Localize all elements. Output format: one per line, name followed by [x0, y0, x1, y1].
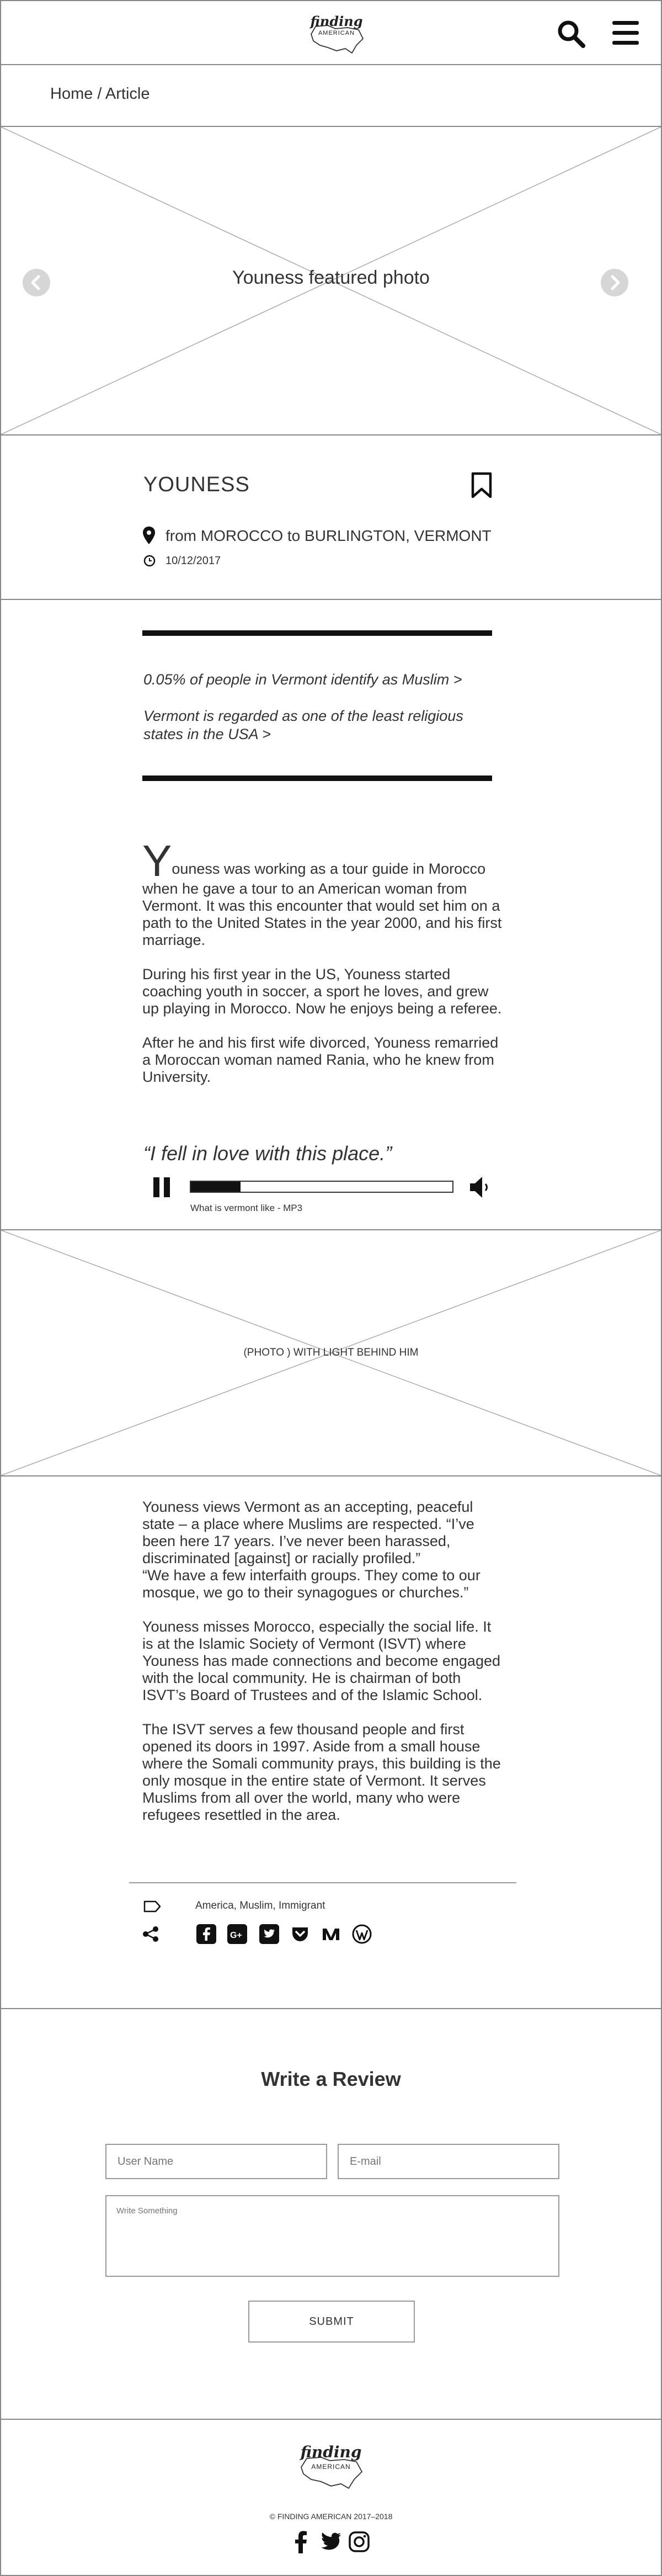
article-route: from MOROCCO to BURLINGTON, VERMONT — [166, 527, 492, 544]
body-paragraph: After he and his first wife divorced, Youness remarried a Moroccan woman named Rania, who he knew from University. — [142, 1034, 499, 1085]
drop-cap: Y — [142, 836, 172, 885]
volume-button[interactable] — [469, 1175, 493, 1199]
article-body-1 — [142, 836, 502, 1103]
pause-button[interactable] — [153, 1177, 171, 1197]
review-title: Write a Review — [261, 2068, 401, 2090]
pocket-share-button[interactable] — [290, 1924, 310, 1944]
article-header — [0, 434, 662, 600]
share-icon[interactable] — [142, 1926, 159, 1942]
bookmark-icon[interactable] — [471, 472, 492, 498]
pull-quote: “I fell in love with this place.” — [143, 1142, 392, 1165]
medium-share-button[interactable] — [321, 1924, 341, 1944]
facts-bottom-rule — [142, 776, 492, 781]
tags-divider — [129, 1882, 516, 1883]
hero-caption: Youness featured photo — [232, 267, 430, 288]
article-body-section — [0, 600, 662, 1229]
copyright-text: © FINDING AMERICAN 2017–2018 — [269, 2512, 393, 2521]
twitter-icon — [259, 1924, 279, 1944]
wordpress-icon — [352, 1924, 372, 1944]
footer-twitter-button[interactable] — [319, 2532, 341, 2551]
hamburger-menu-icon[interactable] — [612, 21, 639, 45]
message-textarea[interactable] — [105, 2195, 559, 2277]
footer-facebook-button[interactable] — [294, 2530, 307, 2553]
pocket-icon — [290, 1924, 310, 1944]
facebook-share-button[interactable] — [196, 1924, 216, 1944]
fact-link-religious[interactable]: Vermont is regarded as one of the least religious states in the USA > — [143, 708, 463, 742]
site-logo[interactable] — [303, 6, 370, 61]
twitter-share-button[interactable] — [259, 1924, 279, 1944]
svg-text:G+: G+ — [230, 1931, 242, 1940]
logo-word-american: AMERICAN — [311, 2463, 351, 2471]
body-paragraph: During his first year in the US, Youness started coaching youth in soccer, a sport he loves, and grew up playing in Morocco. Now he enjoys being a referee. — [142, 966, 502, 1017]
chevron-left-icon — [22, 268, 51, 297]
volume-icon — [469, 1175, 493, 1199]
audio-caption: What is vermont like - MP3 — [190, 1203, 303, 1213]
facebook-icon — [294, 2530, 307, 2553]
review-section — [0, 2009, 662, 2420]
twitter-icon — [319, 2532, 341, 2551]
photo-caption: (PHOTO ) WITH LIGHT BEHIND HIM — [243, 1347, 419, 1358]
logo-word-finding: finding — [310, 13, 363, 29]
pause-icon — [153, 1177, 171, 1197]
medium-icon — [321, 1924, 341, 1944]
tag-icon — [143, 1900, 161, 1913]
google-plus-share-button[interactable] — [227, 1924, 247, 1944]
breadcrumb[interactable]: Home / Article — [50, 85, 150, 103]
paragraph-text: ouness was working as a tour guide in Morocco when he gave a tour to an American woman from Vermont. It was this encounter that would set him on a path to the United States in the year 2000, and his first marriage. — [142, 861, 502, 948]
audio-progress-fill — [191, 1182, 241, 1192]
footer-logo[interactable] — [292, 2434, 370, 2496]
article-title: YOUNESS — [143, 473, 250, 496]
email-input[interactable] — [338, 2144, 559, 2179]
search-icon[interactable] — [556, 19, 586, 49]
article-tags[interactable]: America, Muslim, Immigrant — [195, 1900, 325, 1911]
paragraph-text: Youness views Vermont as an accepting, peaceful state – a place where Muslims are respected. “I’ve been here 17 years. I’ve never been harassed, discriminated [against] or racially profiled.” — [142, 1499, 474, 1566]
body-paragraph: Youness misses Morocco, especially the social life. It is at the Islamic Society of Vermont (ISVT) where Youness has made connections and become engaged with the local community. He is chairman of both ISVT’s Board of Trustees and of the Islamic School. — [142, 1618, 500, 1703]
instagram-icon — [349, 2531, 370, 2552]
footer-instagram-button[interactable] — [349, 2531, 370, 2552]
fact-link-muslim[interactable]: 0.05% of people in Vermont identify as Muslim > — [143, 671, 462, 688]
audio-progress-bar[interactable] — [190, 1181, 453, 1193]
hero-image-placeholder — [0, 126, 662, 435]
article-body-2 — [142, 1499, 502, 1841]
photo-placeholder — [0, 1229, 662, 1476]
username-input[interactable] — [105, 2144, 327, 2179]
wordpress-share-button[interactable] — [352, 1924, 372, 1944]
article-body-section-2 — [0, 1475, 662, 2009]
facebook-icon — [196, 1924, 216, 1944]
clock-icon — [143, 555, 156, 567]
body-paragraph — [142, 836, 502, 949]
google-plus-icon — [227, 1924, 247, 1944]
location-pin-icon — [142, 526, 156, 545]
logo-word-american: AMERICAN — [318, 30, 355, 36]
site-footer — [0, 2420, 662, 2576]
breadcrumb-bar — [0, 65, 662, 127]
body-paragraph: “We have a few interfaith groups. They come to our mosque, we go to their synagogues or churches.” — [142, 1567, 481, 1601]
body-paragraph — [142, 1499, 502, 1567]
submit-button[interactable]: SUBMIT — [248, 2301, 415, 2343]
logo-word-finding: finding — [300, 2443, 362, 2461]
facts-top-rule — [142, 630, 492, 636]
body-paragraph: The ISVT serves a few thousand people and first opened its doors in 1997. Aside from a small house where the Somali community prays, this building is the only mosque in the entire state of Vermont. It serves Muslims from all over the world, many who were refugees resettled in the area. — [142, 1721, 501, 1823]
chevron-right-icon — [600, 268, 629, 297]
site-header — [0, 0, 662, 65]
article-date: 10/12/2017 — [166, 555, 221, 567]
